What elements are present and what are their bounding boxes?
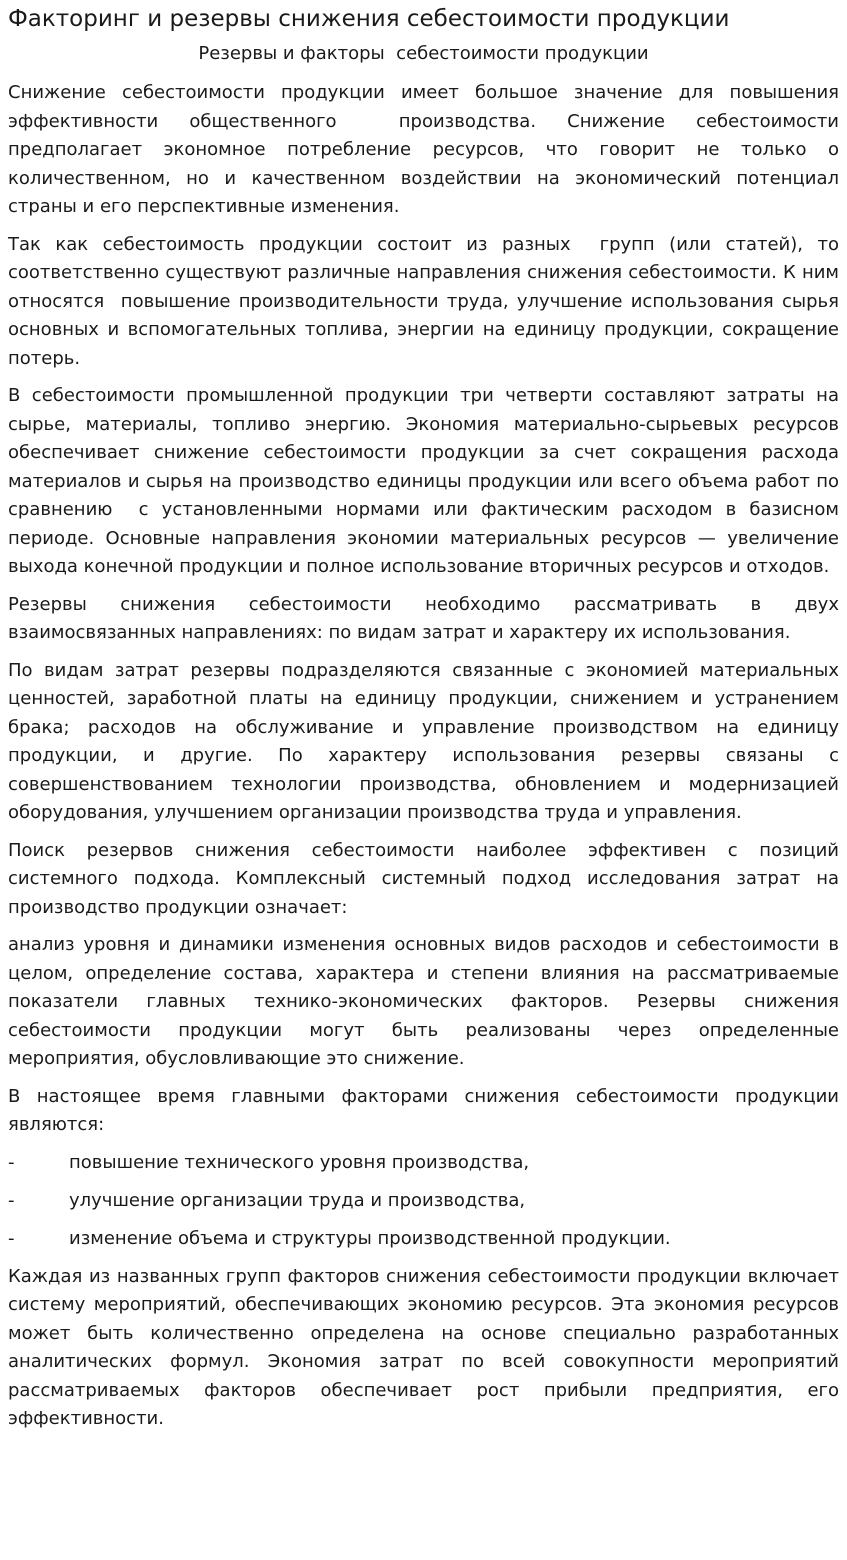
list-item xyxy=(8,1187,839,1216)
paragraph: Поиск резервов снижения себестоимости наиболее эффективен с позиций системного подхода. Комплексный системный подход исследования затрат на производство продукции означает: xyxy=(8,839,845,918)
list-item-text: повышение технического уровня производства, xyxy=(69,1151,530,1173)
list-marker: - xyxy=(8,1189,15,1211)
paragraph: В настоящее время главными факторами снижения себестоимости продукции являются: xyxy=(8,1085,845,1135)
section-subtitle: Резервы и факторы себестоимости продукции xyxy=(198,43,649,64)
list-item xyxy=(8,1149,839,1178)
paragraph: По видам затрат резервы подразделяются связанные с экономией материальных ценностей, заработной платы на единицу продукции, снижением и устранением брака; расходов на обслуживание и управление производством на единицу продукции, и другие. По характеру использования резервы связаны с совершенствованием технологии производства, обновлением и модернизацией оборудования, улучшением организации производства труда и управления. xyxy=(8,659,845,823)
paragraph: анализ уровня и динамики изменения основных видов расходов и себестоимости в целом, определение состава, характера и степени влияния на рассматриваемые показатели главных технико-экономических факторов. Резервы снижения себестоимости продукции могут быть реализованы через определенные мероприятия, обусловливающие это снижение. xyxy=(8,934,845,1069)
paragraph: В себестоимости промышленной продукции три четверти составляют затраты на сырье, материалы, топливо энергию. Экономия материально-сырьевых ресурсов обеспечивает снижение себестоимости продукции за счет сокращения расхода материалов и сырья на производство единицы продукции или всего объема работ по сравнению с установленными нормами или фактическим расходом в базисном периоде. Основные направления экономии материальных ресурсов — увеличение выхода конечной продукции и полное использование вторичных ресурсов и отходов. xyxy=(8,385,845,577)
list-marker: - xyxy=(8,1151,15,1173)
paragraph: Так как себестоимость продукции состоит из разных групп (или статей), то соответственно существуют различные направления снижения себестоимости. К ним относятся повышение производительности труда, улучшение использования сырья основных и вспомогательных топлива, энергии на единицу продукции, сокращение потерь. xyxy=(8,233,845,369)
list-marker: - xyxy=(8,1227,15,1249)
paragraph: Резервы снижения себестоимости необходимо рассматривать в двух взаимосвязанных направлениях: по видам затрат и характеру их использования. xyxy=(8,593,845,643)
paragraph: Снижение себестоимости продукции имеет большое значение для повышения эффективности общественного производства. Снижение себестоимости предполагает экономное потребление ресурсов, что говорит не только о количественном, но и качественном воздействии на экономический потенциал страны и его перспективные изменения. xyxy=(8,82,845,217)
paragraph: Каждая из названных групп факторов снижения себестоимости продукции включает систему мероприятий, обеспечивающих экономию ресурсов. Эта экономия ресурсов может быть количественно определена на основе специально разработанных аналитических формул. Экономия затрат по всей совокупности мероприятий рассматриваемых факторов обеспечивает рост прибыли предприятия, его эффективности. xyxy=(8,1265,845,1429)
list-item xyxy=(8,1225,839,1254)
list-item-text: изменение объема и структуры производственной продукции. xyxy=(69,1227,671,1249)
list-item-text: улучшение организации труда и производства, xyxy=(69,1189,526,1211)
page-title: Факторинг и резервы снижения себестоимости продукции xyxy=(8,6,730,32)
